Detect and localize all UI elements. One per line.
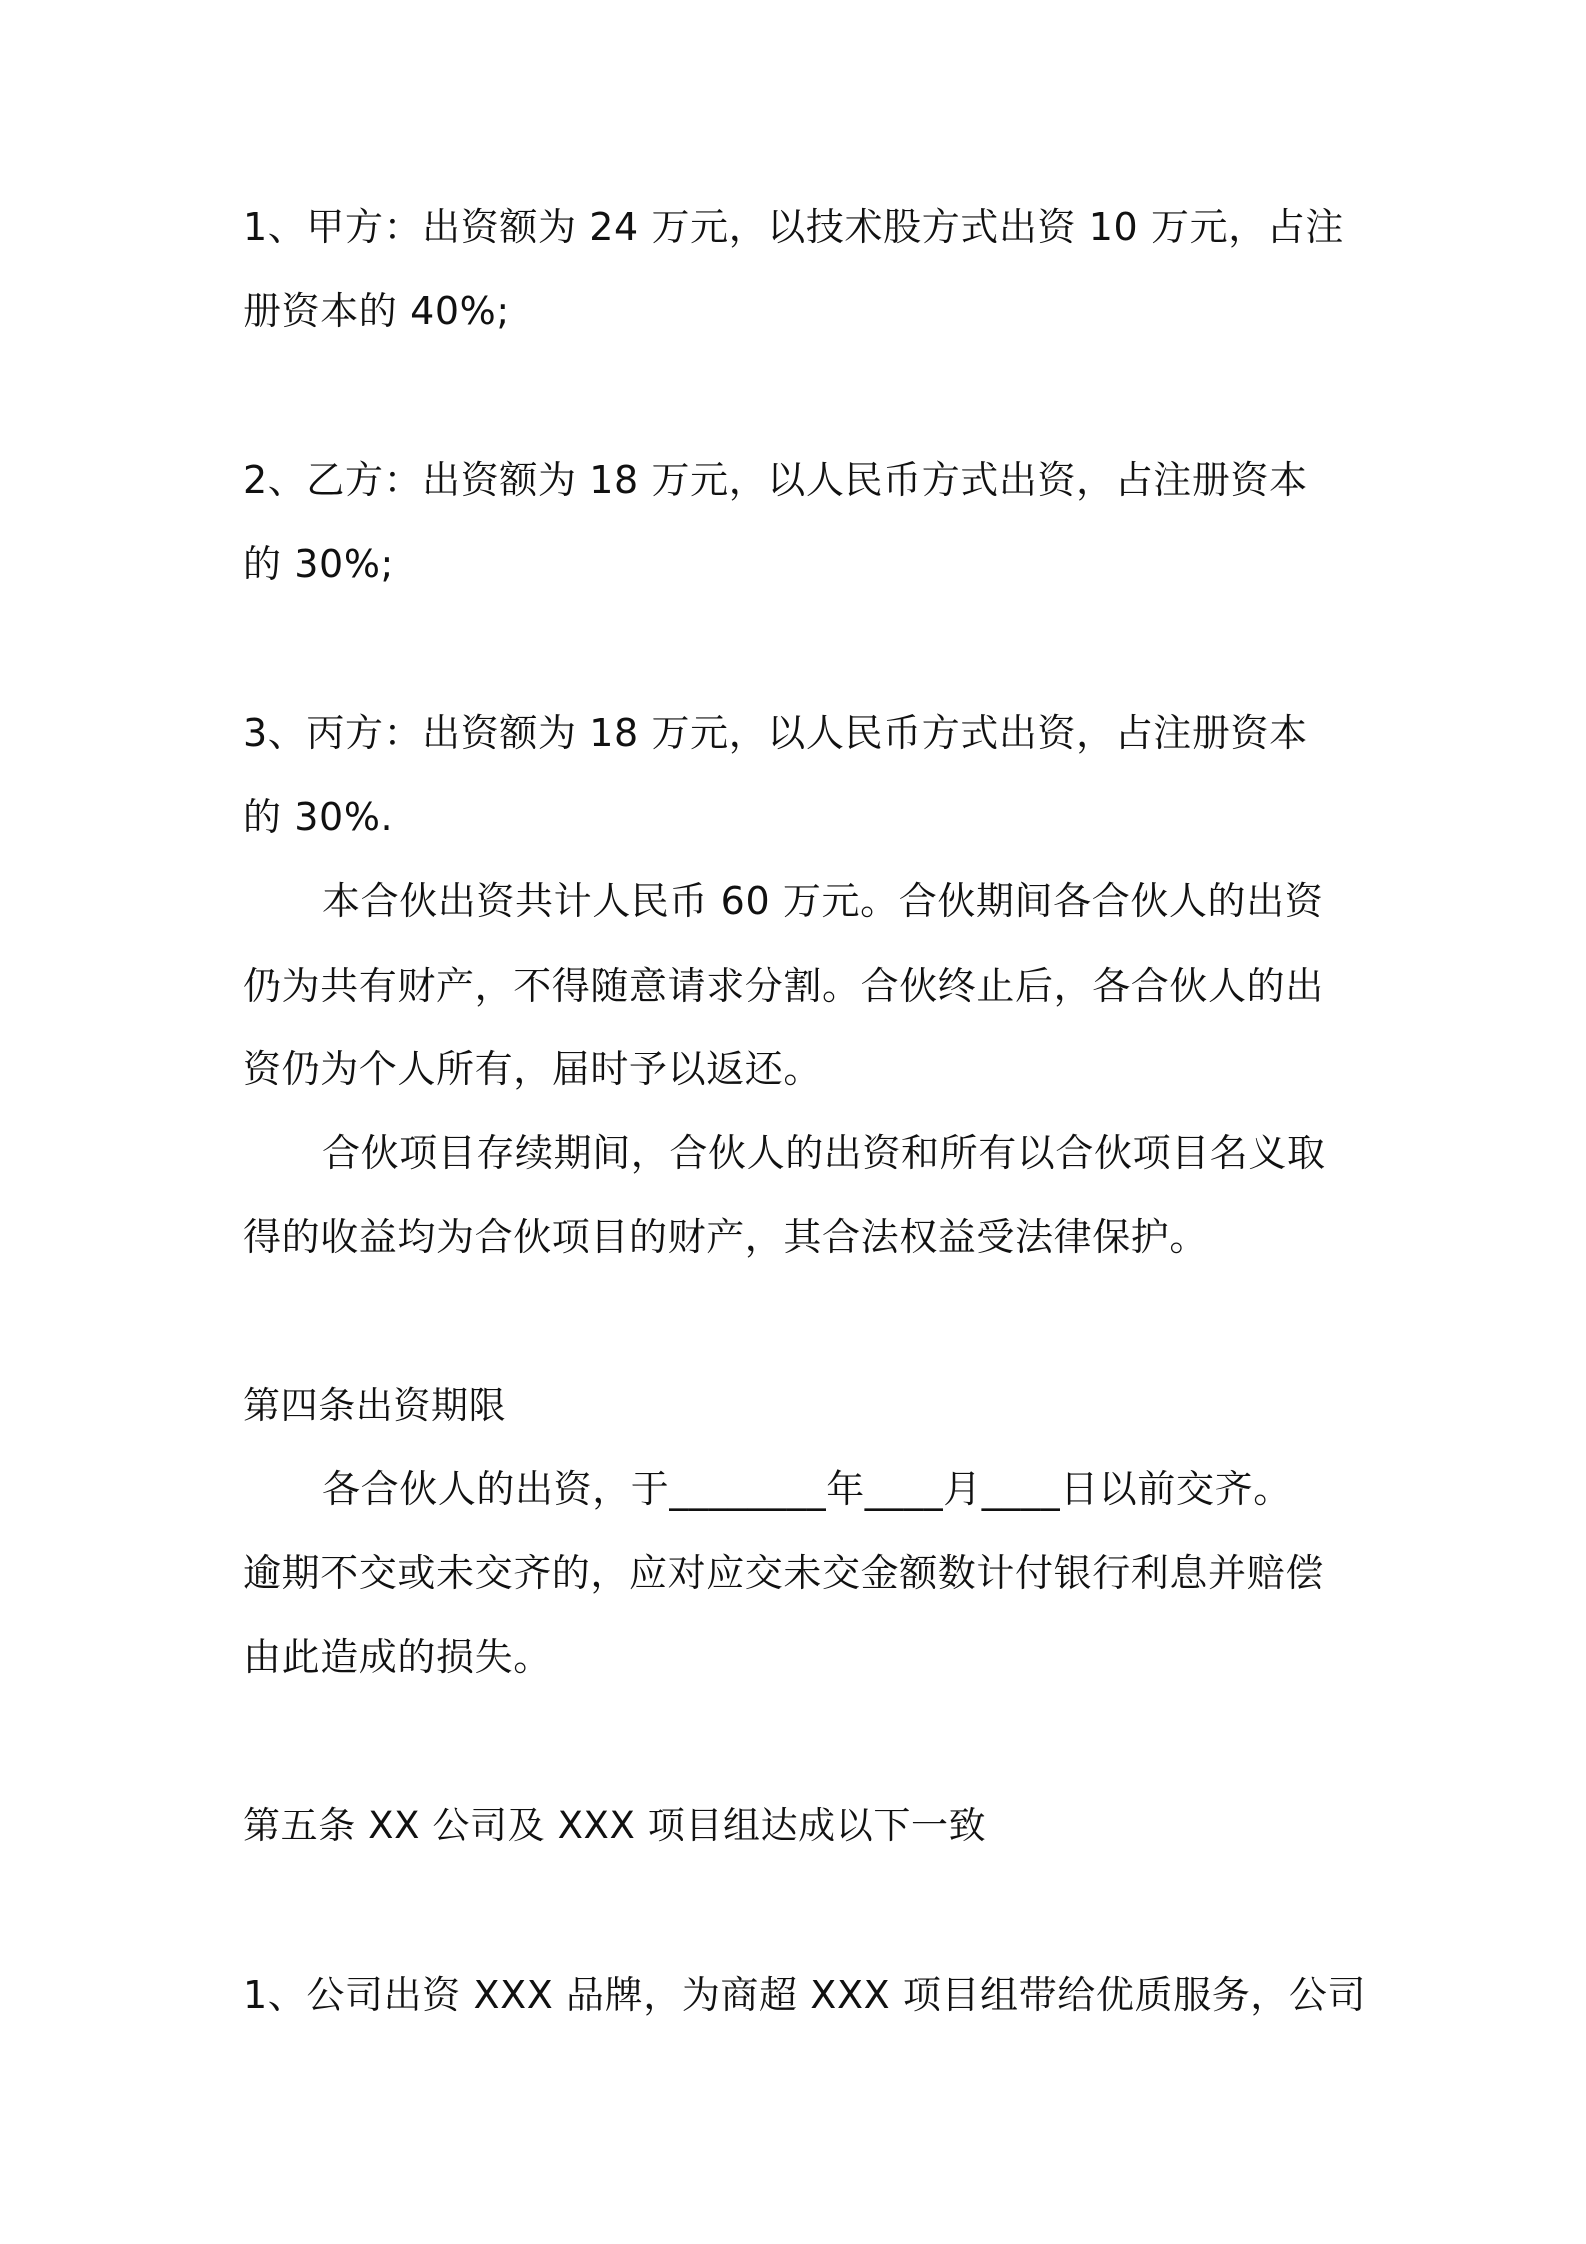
total-capital-line-1: 本合伙出资共计人民币 60 万元。合伙期间各合伙人的出资	[322, 879, 1324, 923]
total-capital-line-2: 仍为共有财产，不得随意请求分割。合伙终止后，各合伙人的出	[243, 964, 1324, 1008]
clause-party-c-line-2: 的 30%.	[243, 795, 394, 839]
company-contribution-line-1: 1、公司出资 XXX 品牌，为商超 XXX 项目组带给优质服务，公司	[243, 1973, 1367, 2017]
total-capital-line-3: 资仍为个人所有，届时予以返还。	[243, 1047, 823, 1091]
clause-party-a-line-1: 1、甲方：出资额为 24 万元，以技术股方式出资 10 万元，占注	[243, 205, 1345, 249]
article-four-heading: 第四条出资期限	[243, 1384, 507, 1427]
clause-party-b-line-2: 的 30%;	[243, 542, 394, 586]
clause-party-c-line-1: 3、丙方：出资额为 18 万元，以人民币方式出资，占注册资本	[243, 711, 1308, 755]
contribution-deadline-line-3: 由此造成的损失。	[243, 1635, 552, 1679]
project-property-line-1: 合伙项目存续期间，合伙人的出资和所有以合伙项目名义取	[322, 1131, 1326, 1175]
article-five-heading: 第五条 XX 公司及 XXX 项目组达成以下一致	[243, 1804, 987, 1847]
contribution-deadline-line-2: 逾期不交或未交齐的，应对应交未交金额数计付银行利息并赔偿	[243, 1551, 1324, 1595]
project-property-line-2: 得的收益均为合伙项目的财产，其合法权益受法律保护。	[243, 1215, 1209, 1259]
clause-party-b-line-1: 2、乙方：出资额为 18 万元，以人民币方式出资，占注册资本	[243, 458, 1308, 502]
contribution-deadline-line-1: 各合伙人的出资，于________年____月____日以前交齐。	[322, 1467, 1292, 1511]
clause-party-a-line-2: 册资本的 40%;	[243, 289, 510, 333]
